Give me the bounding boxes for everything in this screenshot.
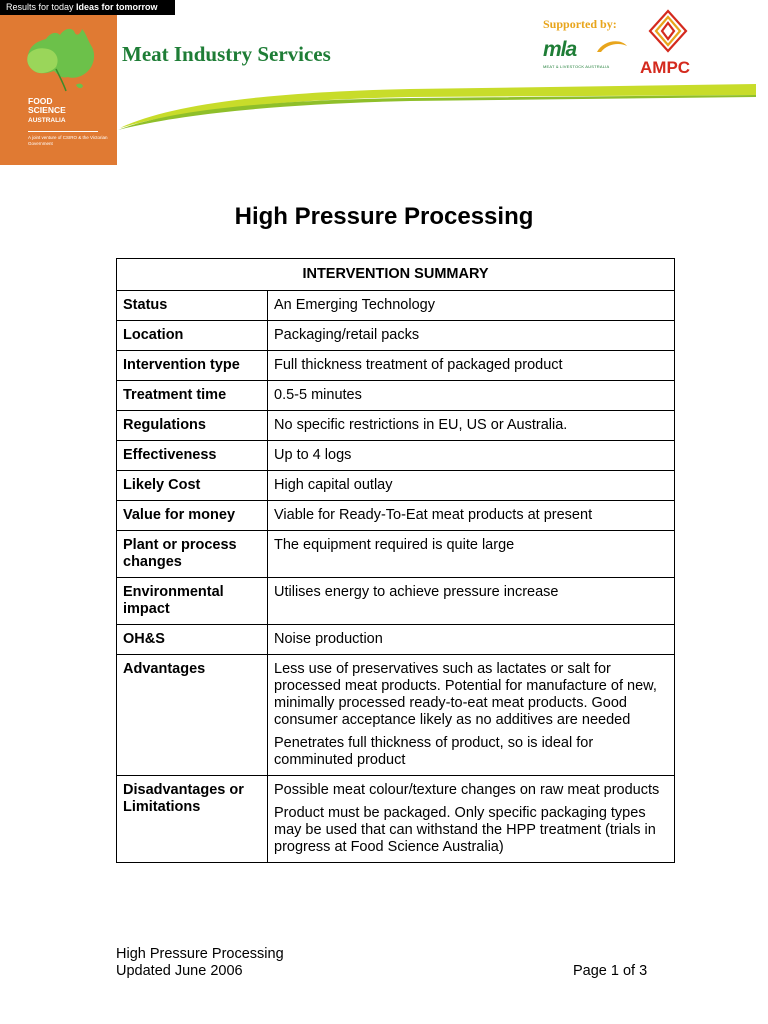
row-value-text: Viable for Ready-To-Eat meat products at present [274,507,593,523]
food-science-australia-logo [0,15,117,165]
table-row [117,501,675,531]
supported-by-label: Supported by: [543,17,617,31]
table-header: INTERVENTION SUMMARY [117,259,675,291]
ampc-wordmark: AMPC [640,58,691,77]
row-value-text: Less use of preservatives such as lactates or salt for processed meat products. Potential for manufacture of new, minimally processed ready-to-eat meat products. Good consumer acceptance likely as no additives are needed [274,661,657,728]
row-value [268,321,675,351]
row-label: Location [117,321,268,351]
mla-subtitle: MEAT & LIVESTOCK AUSTRALIA [543,64,610,69]
row-value [268,411,675,441]
footer-doc-name: High Pressure Processing [116,946,284,962]
fsa-wordmark [28,97,113,125]
fsa-divider [28,131,98,132]
table-header-row [117,259,675,291]
row-label: Value for money [117,501,268,531]
row-value-text: Penetrates full thickness of product, so is ideal for comminuted product [274,735,594,768]
header-swoosh [110,80,760,132]
row-label: Status [117,291,268,321]
page-number: Page 1 of 3 [573,963,648,979]
row-value [268,381,675,411]
tagline-bar [0,0,175,15]
row-value [268,441,675,471]
table-row [117,471,675,501]
row-value-text: Possible meat colour/texture changes on raw meat products [274,782,660,798]
table-row [117,441,675,471]
table-row [117,776,675,863]
meat-industry-services-title: Meat Industry Services [122,42,331,66]
row-value [268,578,675,625]
table-row [117,351,675,381]
row-label: Environmental impact [117,578,268,625]
document-title: High Pressure Processing [234,203,534,230]
tagline-ideas: Ideas for tomorrow [76,2,158,12]
ampc-diamond-icon [646,9,690,57]
row-value-text: 0.5-5 minutes [274,387,362,403]
row-label: Regulations [117,411,268,441]
table-row [117,655,675,776]
row-value-text: No specific restrictions in EU, US or Australia. [274,417,568,433]
row-value-text: Packaging/retail packs [274,327,420,343]
row-label: Effectiveness [117,441,268,471]
row-value [268,351,675,381]
footer-left [116,946,284,980]
row-label: OH&S [117,625,268,655]
mla-arc-icon [595,38,629,54]
table-row [117,381,675,411]
table-row [117,625,675,655]
row-label: Likely Cost [117,471,268,501]
australia-map-icon [20,25,98,95]
row-label: Intervention type [117,351,268,381]
row-value-text: Product must be packaged. Only specific packaging types may be used that can withstand the HPP treatment (trials in progress at Food Science Australia) [274,805,656,855]
table-row [117,578,675,625]
fsa-line2: SCIENCE [28,105,66,115]
ampc-logo [638,9,700,79]
fsa-venture-text: A joint venture of CSIRO & the Victorian Government [28,135,108,146]
row-value-text: High capital outlay [274,477,393,493]
footer-updated: Updated June 2006 [116,963,243,979]
row-label: Treatment time [117,381,268,411]
row-value [268,471,675,501]
table-row [117,531,675,578]
mla-wordmark: mla [543,38,577,61]
fsa-line1: FOOD [28,96,53,106]
row-value-text: Full thickness treatment of packaged product [274,357,563,373]
row-label: Plant or process changes [117,531,268,578]
row-value-text: Utilises energy to achieve pressure increase [274,584,559,600]
row-value [268,291,675,321]
table-row [117,291,675,321]
tagline-results: Results for today [6,2,74,12]
fsa-line3: AUSTRALIA [28,117,66,124]
row-label: Advantages [117,655,268,776]
row-value [268,655,675,776]
row-value-text: Noise production [274,631,383,647]
row-value [268,501,675,531]
row-label: Disadvantages or Limitations [117,776,268,863]
table-row [117,411,675,441]
intervention-summary-table [116,258,675,863]
row-value [268,625,675,655]
row-value-text: Up to 4 logs [274,447,352,463]
table-row [117,321,675,351]
row-value-text: An Emerging Technology [274,297,435,313]
mla-logo [543,38,631,74]
row-value [268,531,675,578]
row-value-text: The equipment required is quite large [274,537,515,553]
row-value [268,776,675,863]
